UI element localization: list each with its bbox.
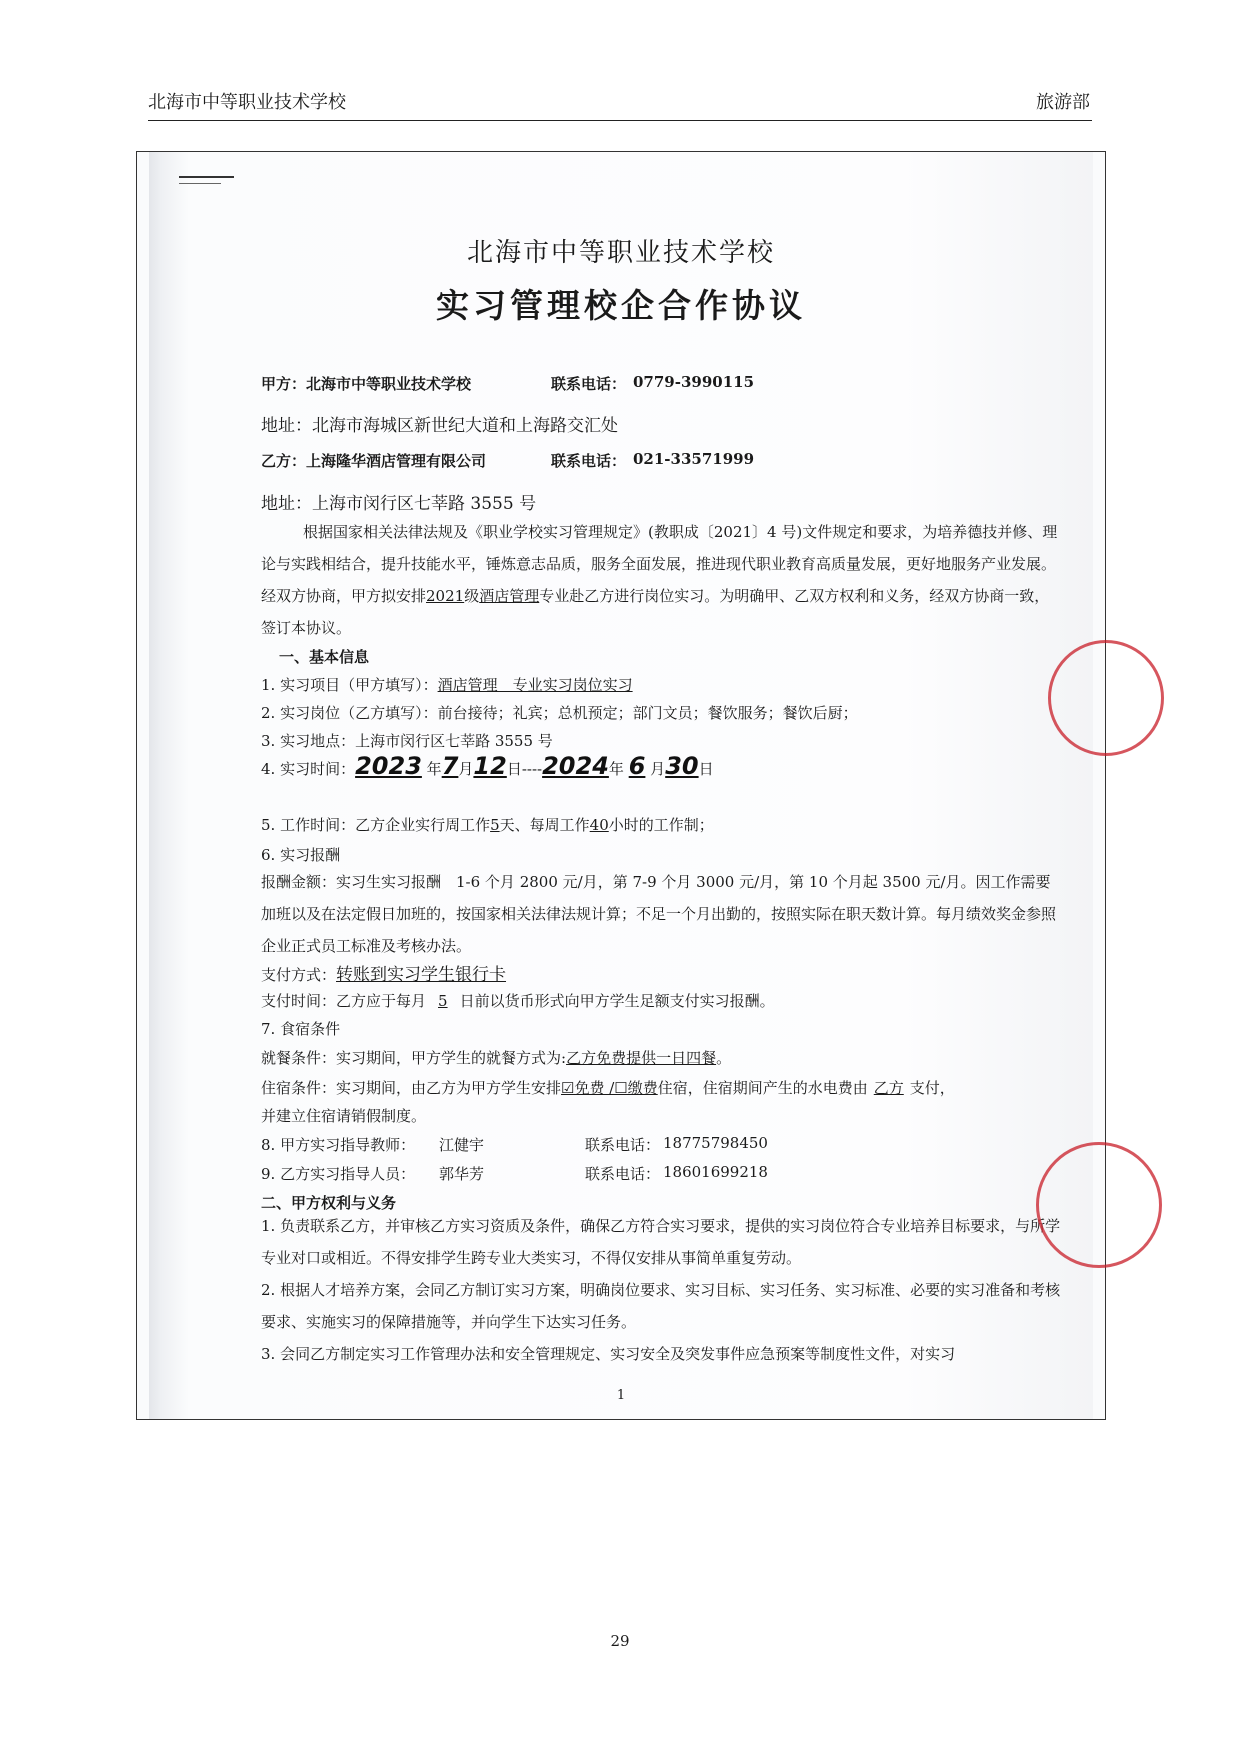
pay-time — [261, 990, 775, 1011]
party-a-phone: 0779-3990115 — [633, 373, 755, 391]
item-4-nian: 年 — [426, 760, 442, 778]
item-4-nian-2: 年 — [608, 760, 624, 778]
lodging-payer: 乙方 — [873, 1079, 904, 1097]
intro-major: 酒店管理 — [479, 587, 540, 605]
item-5 — [261, 814, 714, 835]
party-a-line — [261, 373, 755, 394]
lodging-text-a: 住宿条件：实习期间，由乙方为甲方学生安排 — [261, 1079, 562, 1097]
item-4-ri-dash: 日---- — [506, 760, 543, 778]
right-3: 3. 会同乙方制定实习工作管理办法和安全管理规定、实习安全及突发事件应急预案等制度性文件，对实习 — [261, 1345, 956, 1363]
item-4-month-end: 6 — [628, 752, 646, 780]
item-9-phone: 18601699218 — [663, 1163, 768, 1181]
pay-amount-paragraph: 报酬金额：实习生实习报酬 1-6 个月 2800 元/月，第 7-9 个月 3000 元/月，第 10 个月起 3500 元/月。因工作需要加班以及在法定假日加班的，按国家相关法律法规计算；不足一个月出勤的，按照实际在职天数计算。每月绩效奖金参照企业正式员工标准及考核办法。 — [261, 873, 1057, 955]
right-2: 2. 根据人才培养方案，会同乙方制订实习方案，明确岗位要求、实习目标、实习任务、实习标准、必要的实习准备和考核要求、实施实习的保障措施等，并向学生下达实习任务。 — [261, 1281, 1061, 1331]
scan-paper — [149, 152, 1093, 1419]
item-7: 7. 食宿条件 — [261, 1020, 341, 1038]
red-seal-stamp — [1048, 640, 1164, 756]
item-8-phone-label: 联系电话： — [585, 1136, 661, 1154]
lodging-condition-2: 并建立住宿请销假制度。 — [261, 1107, 427, 1125]
page-header — [148, 86, 1092, 121]
party-b-address-value: 上海市闵行区七莘路 3555 号 — [312, 494, 537, 514]
pay-time-day: 5 — [438, 992, 448, 1010]
party-a-label: 甲方： — [261, 375, 307, 393]
meal-condition — [261, 1047, 731, 1068]
item-8-name: 江健宇 — [439, 1136, 485, 1154]
header-department: 旅游部 — [1036, 92, 1090, 113]
party-a-name: 北海市中等职业技术学校 — [306, 375, 472, 393]
party-b-name: 上海隆华酒店管理有限公司 — [306, 452, 487, 470]
item-2: 2. 实习岗位（乙方填写）：前台接待；礼宾；总机预定；部门文员；餐饮服务；餐饮后厨； — [261, 704, 858, 722]
intro-text-1: 根据国家相关法律法规及《职业学校实习管理规定》(教职成〔2021〕4 号)文件规定和要求，为培养德技并修、理论与实践相结合，提升技能水平，锤炼意志品质，服务全面发展，推进现代职业教育高质量发展，更好地服务产业发展。经双方协商，甲方拟安排 — [261, 523, 1058, 605]
item-5-text-a: 5. 工作时间：乙方企业实行周工作 — [261, 816, 491, 834]
pay-method-value: 转账到实习学生银行卡 — [336, 965, 507, 985]
red-seal-stamp-2 — [1036, 1142, 1162, 1268]
right-1: 1. 负责联系乙方，并审核乙方实习资质及条件，确保乙方符合实习要求，提供的实习岗位符合专业培养目标要求，与所学专业对口或相近。不得安排学生跨专业大类实习，不得仅安排从事简单重复劳动。 — [261, 1217, 1061, 1267]
item-6: 6. 实习报酬 — [261, 846, 341, 864]
item-1-label: 1. 实习项目（甲方填写）： — [261, 676, 438, 694]
meal-text-c: 。 — [716, 1049, 732, 1067]
party-a-address-label: 地址： — [261, 416, 312, 436]
party-b-phone-label: 联系电话： — [551, 452, 627, 470]
lodging-condition — [261, 1077, 955, 1098]
item-4-month-start: 7 — [441, 752, 459, 780]
intro-paragraph — [261, 516, 1061, 644]
party-a-phone-label: 联系电话： — [551, 375, 627, 393]
item-1 — [261, 674, 633, 695]
lodging-text-e: 支付， — [909, 1079, 955, 1097]
item-8-label: 8. 甲方实习指导教师： — [261, 1136, 416, 1154]
header-school-name: 北海市中等职业技术学校 — [148, 92, 346, 113]
inner-page-number: 1 — [616, 1388, 626, 1403]
item-3: 3. 实习地点：上海市闵行区七莘路 3555 号 — [261, 732, 553, 750]
corner-mark-2 — [179, 183, 221, 184]
item-5-text-b: 天、每周工作 — [499, 816, 590, 834]
party-a-address — [261, 411, 618, 436]
lodging-text-c: 住宿，住宿期间产生的水电费由 — [657, 1079, 868, 1097]
item-4-day-start: 12 — [473, 752, 507, 780]
intro-text-2: 专业赴乙方进行岗位实习。为明确甲、乙双方权利和义务，经双方协商一致，签订本协议。 — [261, 587, 1050, 637]
item-4-ri-2: 日 — [698, 760, 714, 778]
party-b-address-label: 地址： — [261, 494, 312, 514]
item-4-label: 4. 实习时间： — [261, 760, 356, 778]
item-9 — [261, 1163, 768, 1184]
party-b-address — [261, 489, 536, 514]
item-4-year-start: 2023 — [355, 752, 422, 780]
section-basic-info: 一、基本信息 — [279, 648, 370, 666]
item-4-yue-2: 月 — [650, 760, 666, 778]
doc-title: 实习管理校企合作协议 — [436, 286, 806, 325]
party-b-phone: 021-33571999 — [633, 450, 755, 468]
item-9-label: 9. 乙方实习指导人员： — [261, 1165, 416, 1183]
item-8-phone: 18775798450 — [663, 1134, 768, 1152]
corner-mark — [179, 176, 234, 178]
pay-method-label: 支付方式： — [261, 966, 337, 984]
pay-method — [261, 960, 506, 985]
pay-time-text-b: 日前以货币形式向甲方学生足额支付实习报酬。 — [459, 992, 775, 1010]
intro-grade-suffix: 级 — [464, 587, 480, 605]
item-4-year-end: 2024 — [542, 752, 609, 780]
item-4-yue: 月 — [458, 760, 474, 778]
party-a-address-value: 北海市海城区新世纪大道和上海路交汇处 — [312, 416, 618, 436]
page-number: 29 — [610, 1632, 630, 1650]
item-9-name: 郭华芳 — [439, 1165, 485, 1183]
section-party-a-rights: 二、甲方权利与义务 — [261, 1194, 397, 1212]
item-4 — [261, 752, 714, 780]
party-b-label: 乙方： — [261, 452, 307, 470]
item-5-hours: 40 — [589, 816, 609, 834]
scanned-document — [136, 151, 1106, 1420]
item-9-phone-label: 联系电话： — [585, 1165, 661, 1183]
item-1-value: 酒店管理 专业实习岗位实习 — [437, 676, 633, 694]
item-5-days: 5 — [490, 816, 500, 834]
intro-grade: 2021 — [426, 587, 465, 605]
lodging-choice: ☑免费 /☐缴费 — [561, 1079, 658, 1097]
meal-text-a: 就餐条件：实习期间，甲方学生的就餐方式为: — [261, 1049, 567, 1067]
party-b-line — [261, 450, 755, 471]
item-4-day-end: 30 — [665, 752, 699, 780]
item-5-text-c: 小时的工作制； — [608, 816, 714, 834]
pay-time-text-a: 支付时间：乙方应于每月 — [261, 992, 427, 1010]
item-8 — [261, 1134, 768, 1155]
doc-school-name: 北海市中等职业技术学校 — [466, 238, 775, 268]
meal-value: 乙方免费提供一日四餐 — [566, 1049, 717, 1067]
